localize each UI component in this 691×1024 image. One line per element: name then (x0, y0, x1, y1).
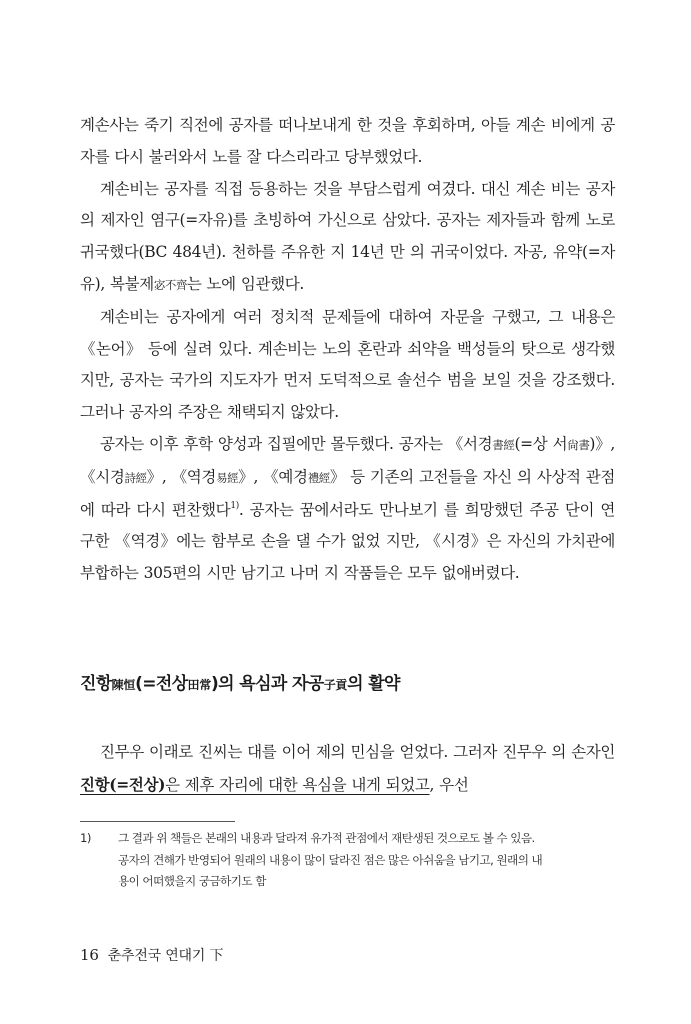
text-line: 탓으로 생각했지만, 공자는 국가의 지도자가 먼저 도덕적으로 솔선수 (80, 339, 615, 390)
hanja-annotation: 子貢 (323, 678, 348, 692)
heading-segment: 진항 (80, 674, 112, 694)
text-line-segment: 의 사상적 관점에 따라 다시 편찬했다 (80, 467, 615, 519)
text-line-segment: 는 노에 임관했다. (186, 274, 304, 293)
text-line-segment: 》 등 기존의 고전들을 자신 (329, 467, 512, 486)
text-line: 계손사는 죽기 직전에 공자를 떠나보내게 한 것을 후회하며, 아들 계손 (80, 116, 546, 134)
running-title: 춘추전국 연대기 下 (107, 948, 224, 964)
emphasized-name: 진항(=전상) (80, 774, 166, 794)
text-line-segment: 서 (552, 434, 568, 453)
text-line-segment: )》, 《시경 (80, 434, 615, 486)
footnote-reference[interactable]: 1) (230, 500, 239, 511)
text-line-segment: 의 손자인 (551, 743, 616, 761)
page-number: 16 (80, 946, 99, 964)
body-text-section (80, 737, 615, 802)
text-line-segment: , 우선 (429, 775, 469, 794)
text-line: 비에게 공자를 다시 불러와서 노를 잘 다스리라고 당부했었다. (80, 116, 615, 166)
footnote-body (118, 828, 615, 893)
text-line: 비는 공자의 제자인 염구(=자유)를 초빙하여 가신으로 삼았다. 공자는 (80, 179, 615, 230)
footnote-number: 1) (80, 831, 91, 845)
hanja-annotation: 禮經 (307, 470, 330, 485)
footnote-line: 그 결과 위 책들은 본래의 내용과 달라져 유가적 관점에서 재탄생된 것으로도 볼 수 있음. (118, 831, 535, 845)
paragraph (80, 110, 615, 174)
text-line-segment: (=상 (514, 434, 548, 453)
text-line: 내용은 《논어》 등에 실려 있다. 계손비는 노의 혼란과 쇠약을 백성들의 (80, 307, 615, 358)
text-line-segment: . 공자는 꿈에서라도 만나보기 (238, 500, 438, 519)
paragraph (80, 302, 615, 429)
text-line: 지 작품들은 모두 없애버렸다. (324, 564, 520, 583)
text-line: 를 희망했던 주공 단이 연구한 《역경》에는 함부로 손을 댈 수가 없었 (80, 500, 615, 551)
text-line-segment: 》, 《예경 (238, 467, 308, 486)
hanja-annotation: 宓不齊 (153, 277, 187, 292)
text-line: 진무우 이래로 진씨는 대를 이어 제의 민심을 얻었다. 그러자 진무우 (100, 743, 547, 761)
footnote-line: 용이 어떠했을지 궁금하기도 함 (118, 874, 266, 888)
hanja-annotation: 易經 (216, 470, 239, 485)
paragraph (80, 737, 615, 802)
footnote-line: 공자의 견해가 반영되어 원래의 내용이 많이 달라진 점은 많은 아쉬움을 남기고, 원래의 내 (118, 852, 543, 867)
page-footer (80, 945, 223, 965)
text-line: 계손비는 공자를 직접 등용하는 것을 부담스럽게 여겼다. 대신 계손 (100, 179, 546, 198)
section-heading (80, 672, 615, 697)
heading-segment: )의 욕심과 자공 (210, 674, 324, 694)
underlined-text: 은 제후 자리에 대한 욕심을 내게 되었고 (165, 775, 430, 794)
body-text-upper (80, 110, 615, 590)
text-line: 계손비는 공자에게 여러 정치적 문제들에 대하여 자문을 구했고, 그 (100, 307, 564, 326)
hanja-annotation: 書經 (492, 437, 515, 452)
hanja-annotation: 詩經 (124, 470, 147, 485)
text-line: 지만, 《시경》은 자신의 가치관에 부합하는 305편의 시만 남기고 나머 (80, 532, 616, 583)
paragraph (80, 174, 615, 302)
text-line: 범을 보일 것을 강조했다. 그러나 공자의 주장은 채택되지 않았다. (80, 371, 616, 422)
text-line-segment: 공자는 이후 후학 양성과 집필에만 몰두했다. 공자는 《서경 (100, 434, 493, 453)
text-line-segment: 》, 《역경 (146, 467, 217, 486)
text-line: 제자들과 함께 노로 귀국했다(BC 484년). 천하를 주유한 지 14년 만 (80, 211, 616, 262)
hanja-annotation: 陳恒 (111, 678, 136, 692)
footnote (80, 828, 615, 893)
heading-segment: (=전상 (135, 674, 188, 694)
hanja-annotation: 田常 (187, 678, 211, 692)
text-line-segment: 의 귀국이었다. 자공, 유약(=자유), 복불제 (80, 243, 615, 293)
hanja-annotation: 尙書 (567, 437, 590, 452)
footnote-divider (80, 821, 235, 822)
paragraph-classics (80, 429, 615, 590)
heading-segment: 의 활약 (347, 674, 400, 694)
